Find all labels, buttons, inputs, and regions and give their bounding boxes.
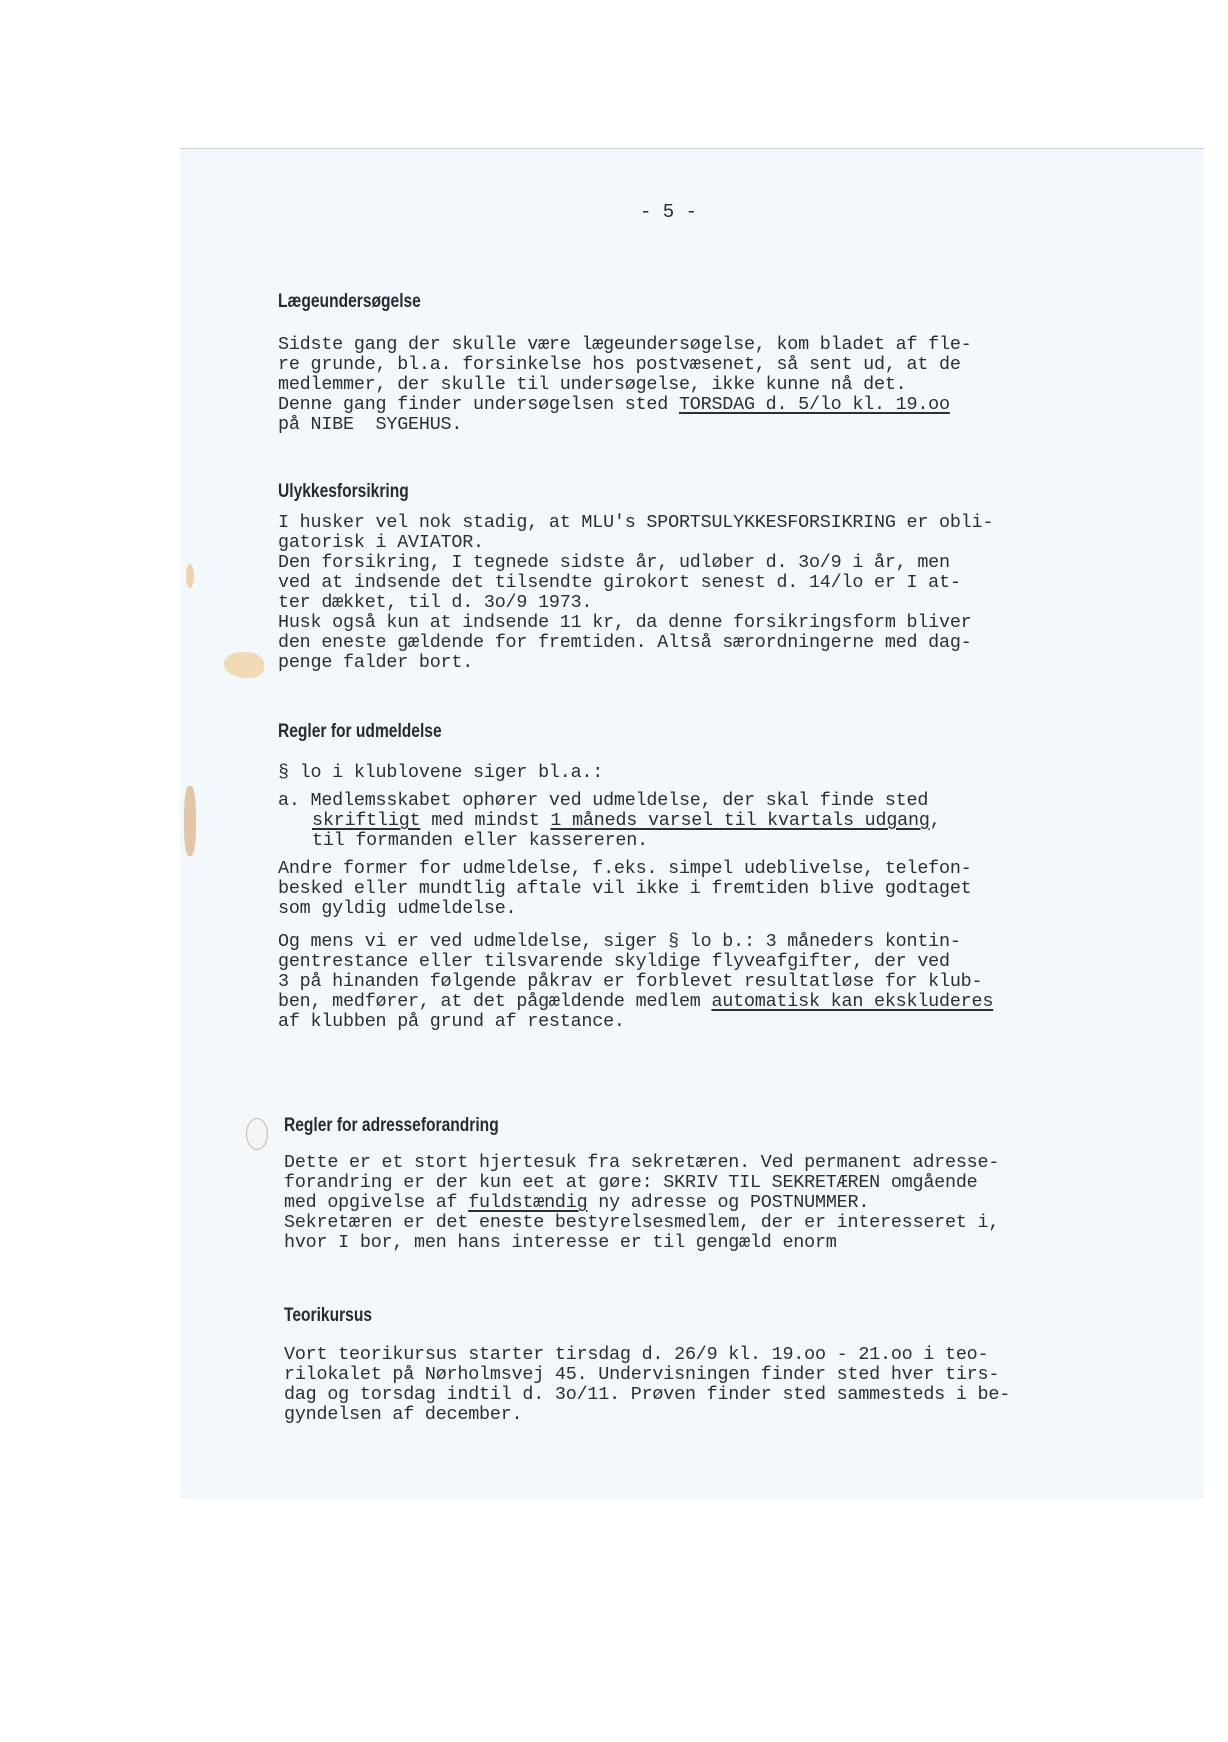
text-line: besked eller mundtlig aftale vil ikke i fremtiden blive godtaget (278, 878, 972, 899)
text-fragment: , (929, 810, 941, 831)
document-page (180, 148, 1204, 1499)
text-fragment: med mindst (420, 810, 551, 831)
section-teorikursus-body (284, 1345, 1010, 1425)
text-line: ter dækket, til d. 3o/9 1973. (278, 592, 593, 613)
text-line: Sekretæren er det eneste bestyrelsesmedlem, der er interesseret i, (284, 1212, 1000, 1233)
text-line: på NIBE SYGEHUS. (278, 414, 463, 435)
paper-stain (184, 786, 196, 856)
text-line: af klubben på grund af restance. (278, 1011, 625, 1032)
text-line: re grunde, bl.a. forsinkelse hos postvæsenet, så sent ud, at de (278, 354, 961, 375)
underlined-varsel: 1 måneds varsel til kvartals udgang (550, 810, 930, 831)
text-line: den eneste gældende for fremtiden. Altså særordningerne med dag- (278, 632, 972, 653)
text-line: rilokalet på Nørholmsvej 45. Undervisningen finder sted hver tirs- (284, 1364, 1000, 1385)
text-line: penge falder bort. (278, 652, 474, 673)
text-line: Vort teorikursus starter tirsdag d. 26/9 kl. 19.oo - 21.oo i teo- (284, 1344, 989, 1365)
text-line (284, 1193, 999, 1213)
text-line (278, 992, 993, 1012)
text-line: som gyldig udmeldelse. (278, 898, 517, 919)
underlined-skriftligt: skriftligt (312, 810, 421, 831)
text-line: ved at indsende det tilsendte girokort senest d. 14/lo er I at- (278, 572, 961, 593)
page-number: - 5 - (640, 201, 698, 223)
text-line: til formanden eller kassereren. (312, 830, 648, 851)
text-line: Andre former for udmeldelse, f.eks. simpel udeblivelse, telefon- (278, 858, 972, 879)
text-fragment: Denne gang finder undersøgelsen sted (278, 394, 679, 415)
text-line: forandring er der kun eet at gøre: SKRIV TIL SEKRETÆREN omgående (284, 1172, 978, 1193)
text-fragment: med opgivelse af (284, 1192, 469, 1213)
punch-hole-mark (224, 652, 264, 678)
text-line: gatorisk i AVIATOR. (278, 532, 484, 553)
text-line: I husker vel nok stadig, at MLU's SPORTSULYKKESFORSIKRING er obli- (278, 512, 994, 533)
text-line: Dette er et stort hjertesuk fra sekretæren. Ved permanent adresse- (284, 1152, 1000, 1173)
underlined-fuldstaendig: fuldstændig (468, 1192, 588, 1213)
underlined-eksklusion: automatisk kan ekskluderes (711, 991, 994, 1012)
heading-regler-for-udmeldelse: Regler for udmeldelse (278, 721, 442, 742)
text-line: dag og torsdag indtil d. 3o/11. Prøven finder sted sammesteds i be- (284, 1384, 1011, 1405)
text-line: 3 på hinanden følgende påkrav er forblevet resultatløse for klub- (278, 971, 983, 992)
heading-regler-for-adresseforandring: Regler for adresseforandring (284, 1115, 499, 1136)
section-laegeundersoegelse-body (278, 335, 972, 435)
heading-teorikursus: Teorikursus (284, 1305, 373, 1326)
text-line: Sidste gang der skulle være lægeundersøgelse, kom bladet af fle- (278, 334, 972, 355)
text-line (278, 395, 972, 415)
text-line: hvor I bor, men hans interesse er til gengæld enorm (284, 1232, 837, 1253)
text-line: Husk også kun at indsende 11 kr, da denne forsikringsform bliver (278, 612, 972, 633)
text-line: medlemmer, der skulle til undersøgelse, ikke kunne nå det. (278, 374, 907, 395)
underlined-date: TORSDAG d. 5/lo kl. 19.oo (678, 394, 950, 415)
paper-stain (186, 564, 194, 588)
text-line: Den forsikring, I tegnede sidste år, udløber d. 3o/9 i år, men (278, 552, 950, 573)
punch-hole-mark (246, 1118, 268, 1150)
heading-laegeundersoegelse: Lægeundersøgelse (278, 291, 421, 312)
section-adresseforandring-body (284, 1153, 999, 1253)
text-line: Og mens vi er ved udmeldelse, siger § lo b.: 3 måneders kontin- (278, 931, 961, 952)
section-udmeldelse-body (278, 763, 993, 1032)
text-fragment: ben, medfører, at det pågældende medlem (278, 991, 712, 1012)
heading-ulykkesforsikring: Ulykkesforsikring (278, 481, 409, 502)
text-line (278, 811, 993, 831)
section-ulykkesforsikring-body (278, 513, 993, 673)
text-line: a. Medlemsskabet ophører ved udmeldelse, der skal finde sted (278, 790, 929, 811)
text-line: gentrestance eller tilsvarende skyldige flyveafgifter, der ved (278, 951, 950, 972)
text-line: § lo i klublovene siger bl.a.: (278, 762, 604, 783)
text-line: gyndelsen af december. (284, 1404, 523, 1425)
text-fragment: ny adresse og POSTNUMMER. (587, 1192, 870, 1213)
